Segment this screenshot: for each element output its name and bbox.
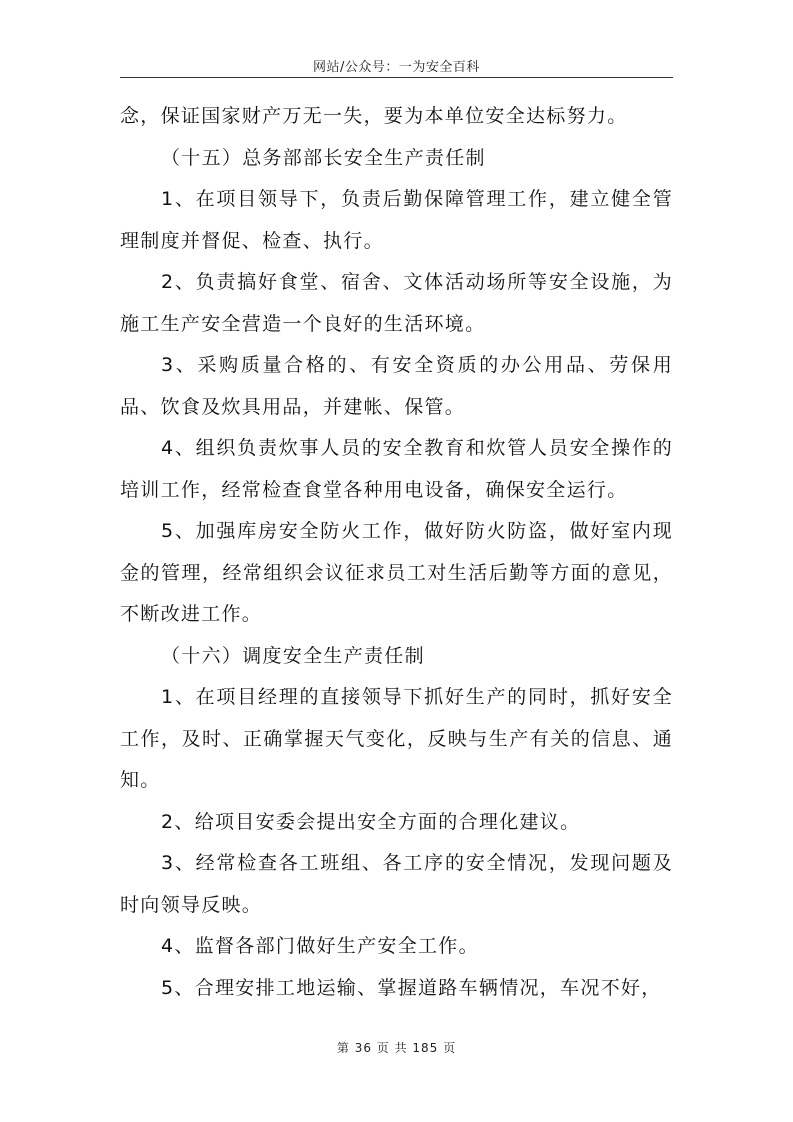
list-item: 5、加强库房安全防火工作，做好防火防盗，做好室内现金的管理，经常组织会议征求员工对生活后勤等方面的意见，不断改进工作。 bbox=[120, 520, 673, 625]
page-number: 第 36 页 共 185 页 bbox=[336, 1041, 457, 1055]
list-item: 2、负责搞好食堂、宿舍、文体活动场所等安全设施，为施工生产安全营造一个良好的生活环境。 bbox=[120, 271, 673, 335]
list-item: 4、监督各部门做好生产安全工作。 bbox=[161, 935, 479, 957]
list-item: 3、经常检查各工班组、各工序的安全情况，发现问题及时向领导反映。 bbox=[120, 852, 673, 916]
paragraph-continuation: 念，保证国家财产万无一失，要为本单位安全达标努力。 bbox=[120, 105, 628, 127]
header-divider bbox=[120, 77, 673, 78]
section-heading-16: （十六）调度安全生产责任制 bbox=[161, 644, 425, 667]
list-item: 1、在项目经理的直接领导下抓好生产的同时，抓好安全工作，及时、正确掌握天气变化，反映与生产有关的信息、通知。 bbox=[120, 686, 673, 791]
list-item: 3、采购质量合格的、有安全资质的办公用品、劳保用品、饮食及炊具用品，并建帐、保管。 bbox=[120, 354, 673, 418]
page-header: 网站/公众号：一为安全百科 bbox=[313, 60, 480, 75]
list-item: 2、给项目安委会提出安全方面的合理化建议。 bbox=[161, 810, 581, 833]
list-item: 1、在项目领导下，负责后勤保障管理工作，建立健全管理制度并督促、检查、执行。 bbox=[120, 188, 673, 252]
document-body bbox=[120, 96, 673, 1009]
section-heading-15: （十五）总务部部长安全生产责任制 bbox=[161, 146, 486, 169]
list-item: 4、组织负责炊事人员的安全教育和炊管人员安全操作的培训工作，经常检查食堂各种用电设备，确保安全运行。 bbox=[120, 437, 673, 501]
list-item: 5、合理安排工地运输、掌握道路车辆情况，车况不好， bbox=[161, 976, 662, 999]
